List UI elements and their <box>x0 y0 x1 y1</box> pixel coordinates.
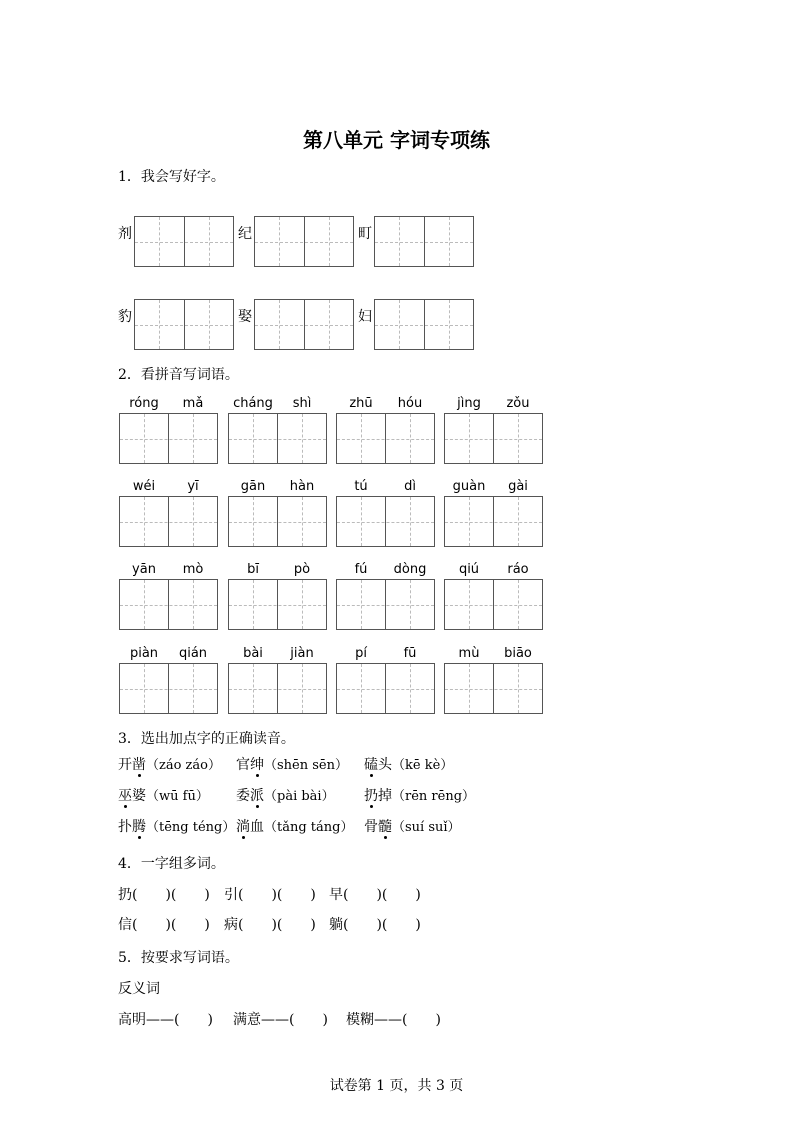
dotted-char: 巫 <box>118 788 132 804</box>
writing-box <box>444 496 543 547</box>
word-group-item: 躺( )( ) <box>329 917 421 933</box>
antonym-item: 满意——( ) <box>233 1012 328 1028</box>
word-char: 血 <box>250 819 264 835</box>
grid-guide <box>410 497 411 546</box>
grid-guide <box>469 580 470 629</box>
pinyin-options: （kē kè） <box>392 758 454 773</box>
grid-guide <box>302 580 303 629</box>
pinyin-label: bī <box>247 562 259 577</box>
reading-item <box>236 754 348 774</box>
grid-divider <box>385 414 386 463</box>
pinyin-label: tú <box>354 479 368 494</box>
grid-guide <box>329 217 330 266</box>
q1-heading: 1．我会写好字。 <box>118 169 225 185</box>
grid-divider <box>493 664 494 713</box>
word-char: 开 <box>118 757 132 773</box>
writing-box <box>336 579 435 630</box>
q1-char-label: 剂 <box>118 226 132 242</box>
grid-divider <box>168 497 169 546</box>
word-char: 头 <box>378 757 392 773</box>
grid-guide <box>253 580 254 629</box>
pinyin-options: （rēn rēng） <box>392 789 476 804</box>
pinyin-options: （shēn sēn） <box>264 758 348 773</box>
q4-heading: 4．一字组多词。 <box>118 856 225 872</box>
pinyin-label: cháng <box>233 396 273 411</box>
grid-guide <box>399 217 400 266</box>
grid-guide <box>302 414 303 463</box>
dotted-char: 扔 <box>364 788 378 804</box>
pinyin-options: （suí suǐ） <box>392 820 461 835</box>
pinyin-label: mò <box>182 562 204 577</box>
q5-heading: 5．按要求写词语。 <box>118 950 239 966</box>
pinyin-label: zǒu <box>506 396 530 411</box>
grid-guide <box>410 664 411 713</box>
dotted-char: 凿 <box>132 757 146 773</box>
grid-guide <box>209 217 210 266</box>
grid-guide <box>361 664 362 713</box>
reading-item <box>236 816 353 836</box>
grid-divider <box>385 580 386 629</box>
grid-divider <box>277 580 278 629</box>
pinyin-label: mǎ <box>182 396 204 411</box>
q5-subheading: 反义词 <box>118 981 160 997</box>
pinyin-options: （tǎng táng） <box>264 820 354 835</box>
pinyin-label: yī <box>187 479 199 494</box>
q2-heading: 2．看拼音写词语。 <box>118 367 239 383</box>
grid-divider <box>277 664 278 713</box>
grid-guide <box>329 300 330 349</box>
grid-divider <box>385 497 386 546</box>
antonym-item: 高明——( ) <box>118 1012 213 1028</box>
grid-divider <box>424 300 425 349</box>
word-char: 掉 <box>378 788 392 804</box>
reading-item <box>364 754 453 774</box>
reading-item <box>118 816 235 836</box>
grid-guide <box>279 300 280 349</box>
q1-char-label: 妇 <box>358 309 372 325</box>
pinyin-label: guàn <box>452 479 486 494</box>
pinyin-label: hóu <box>397 396 423 411</box>
pinyin-label: dòng <box>393 562 427 577</box>
grid-guide <box>193 664 194 713</box>
writing-box <box>228 663 327 714</box>
grid-guide <box>518 414 519 463</box>
dotted-char: 派 <box>250 788 264 804</box>
writing-box <box>444 663 543 714</box>
pinyin-label: jìng <box>457 396 481 411</box>
pinyin-label: fú <box>354 562 368 577</box>
grid-guide <box>209 300 210 349</box>
pinyin-label: fū <box>403 646 417 661</box>
word-group-item: 早( )( ) <box>329 887 421 903</box>
pinyin-label: bài <box>243 646 263 661</box>
grid-divider <box>168 580 169 629</box>
grid-guide <box>144 580 145 629</box>
grid-divider <box>277 497 278 546</box>
writing-box <box>134 299 234 350</box>
grid-guide <box>469 497 470 546</box>
dotted-char: 腾 <box>132 819 146 835</box>
grid-guide <box>361 414 362 463</box>
writing-box <box>228 579 327 630</box>
grid-guide <box>144 414 145 463</box>
pinyin-label: piàn <box>129 646 159 661</box>
grid-guide <box>449 217 450 266</box>
grid-guide <box>518 497 519 546</box>
pinyin-label: zhū <box>349 396 373 411</box>
grid-guide <box>144 664 145 713</box>
word-char: 婆 <box>132 788 146 804</box>
pinyin-options: （záo záo） <box>146 758 221 773</box>
pinyin-label: yān <box>132 562 156 577</box>
writing-box <box>336 663 435 714</box>
grid-divider <box>493 497 494 546</box>
writing-box <box>254 299 354 350</box>
writing-box <box>336 496 435 547</box>
writing-box <box>119 663 218 714</box>
pinyin-label: ráo <box>507 562 529 577</box>
word-char: 委 <box>236 788 250 804</box>
word-char: 官 <box>236 757 250 773</box>
dotted-char: 磕 <box>364 757 378 773</box>
writing-box <box>134 216 234 267</box>
writing-box <box>444 413 543 464</box>
word-char: 骨 <box>364 819 378 835</box>
word-group-item: 扔( )( ) <box>118 887 210 903</box>
pinyin-label: shì <box>292 396 312 411</box>
grid-guide <box>159 217 160 266</box>
grid-guide <box>399 300 400 349</box>
pinyin-label: jiàn <box>290 646 314 661</box>
pinyin-options: （pài bài） <box>264 789 335 804</box>
grid-guide <box>193 497 194 546</box>
pinyin-label: biāo <box>504 646 532 661</box>
page-title: 第八单元 字词专项练 <box>303 128 490 152</box>
reading-item <box>364 816 461 836</box>
grid-divider <box>493 580 494 629</box>
reading-item <box>118 785 209 805</box>
pinyin-label: mù <box>458 646 480 661</box>
grid-guide <box>361 497 362 546</box>
q1-char-label: 纪 <box>238 226 252 242</box>
grid-guide <box>279 217 280 266</box>
writing-box <box>119 413 218 464</box>
pinyin-label: wéi <box>132 479 156 494</box>
pinyin-label: gān <box>240 479 266 494</box>
pinyin-label: pí <box>355 646 367 661</box>
page-footer: 试卷第 1 页，共 3 页 <box>329 1078 464 1094</box>
grid-guide <box>159 300 160 349</box>
grid-guide <box>361 580 362 629</box>
grid-guide <box>469 664 470 713</box>
reading-item <box>364 785 475 805</box>
pinyin-label: gài <box>508 479 528 494</box>
grid-guide <box>253 497 254 546</box>
grid-guide <box>449 300 450 349</box>
grid-divider <box>184 300 185 349</box>
pinyin-label: dì <box>404 479 416 494</box>
grid-guide <box>144 497 145 546</box>
pinyin-options: （tēng téng） <box>146 820 236 835</box>
writing-box <box>336 413 435 464</box>
grid-divider <box>424 217 425 266</box>
word-group-item: 病( )( ) <box>224 917 316 933</box>
word-char: 扑 <box>118 819 132 835</box>
dotted-char: 淌 <box>236 819 250 835</box>
grid-guide <box>518 580 519 629</box>
pinyin-label: qián <box>178 646 208 661</box>
q1-char-label: 町 <box>358 226 372 242</box>
grid-divider <box>493 414 494 463</box>
pinyin-label: hàn <box>289 479 315 494</box>
reading-item <box>118 754 221 774</box>
writing-box <box>228 496 327 547</box>
writing-box <box>374 216 474 267</box>
writing-box <box>374 299 474 350</box>
grid-guide <box>410 580 411 629</box>
pinyin-label: róng <box>129 396 159 411</box>
word-group-item: 信( )( ) <box>118 917 210 933</box>
pinyin-label: pò <box>293 562 311 577</box>
grid-guide <box>302 664 303 713</box>
word-group-item: 引( )( ) <box>224 887 316 903</box>
grid-divider <box>385 664 386 713</box>
pinyin-label: qiú <box>458 562 480 577</box>
writing-box <box>119 579 218 630</box>
q3-heading: 3．选出加点字的正确读音。 <box>118 731 295 747</box>
grid-guide <box>518 664 519 713</box>
grid-guide <box>193 580 194 629</box>
writing-box <box>254 216 354 267</box>
antonym-item: 模糊——( ) <box>346 1012 441 1028</box>
grid-guide <box>253 414 254 463</box>
grid-divider <box>168 664 169 713</box>
q1-char-label: 豹 <box>118 309 132 325</box>
writing-box <box>119 496 218 547</box>
grid-divider <box>304 217 305 266</box>
q1-char-label: 娶 <box>238 309 252 325</box>
grid-divider <box>184 217 185 266</box>
dotted-char: 绅 <box>250 757 264 773</box>
grid-guide <box>193 414 194 463</box>
pinyin-options: （wū fū） <box>146 789 209 804</box>
writing-box <box>444 579 543 630</box>
reading-item <box>236 785 335 805</box>
grid-guide <box>410 414 411 463</box>
grid-divider <box>168 414 169 463</box>
writing-box <box>228 413 327 464</box>
grid-guide <box>302 497 303 546</box>
grid-guide <box>253 664 254 713</box>
grid-divider <box>304 300 305 349</box>
grid-divider <box>277 414 278 463</box>
dotted-char: 髓 <box>378 819 392 835</box>
grid-guide <box>469 414 470 463</box>
